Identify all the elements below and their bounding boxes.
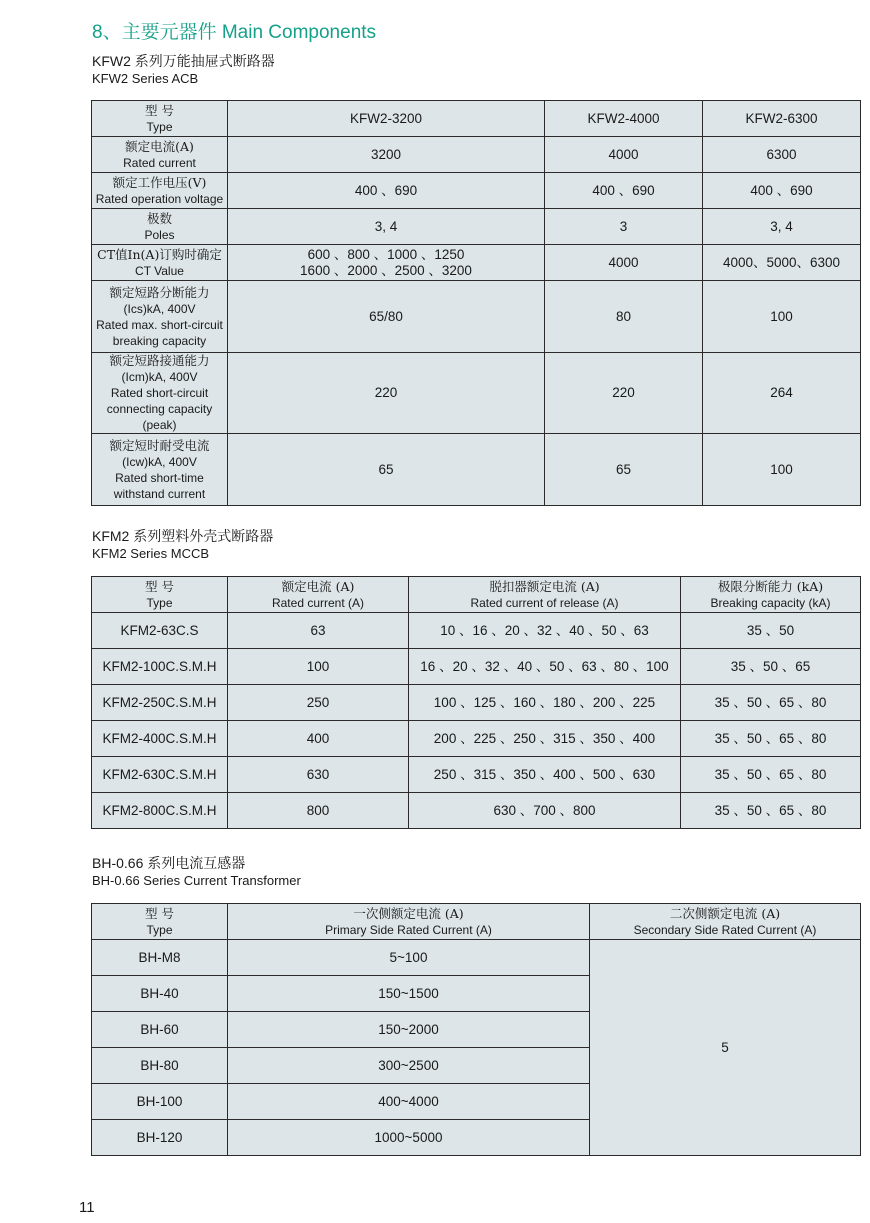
acb-row-label — [92, 209, 228, 245]
acb-value-cell: 264 — [703, 353, 861, 434]
mccb-header-en: Breaking capacity (kA) — [710, 595, 831, 610]
mccb-cell: KFM2-800C.S.M.H — [92, 793, 228, 829]
mccb-cell: 10 、16 、20 、32 、40 、50 、63 — [409, 613, 681, 649]
mccb-cell: 630 — [228, 757, 409, 793]
acb-value-cell: 4000 — [545, 245, 703, 281]
acb-value-cell: 400 、690 — [703, 173, 861, 209]
acb-value-cell: 80 — [545, 281, 703, 353]
ct-header-cn: 二次侧额定电流 (A) — [669, 905, 781, 921]
ct-section-title — [92, 855, 301, 889]
acb-row-label-cn: 额定电流(A) — [125, 138, 194, 154]
acb-model-header: KFW2-4000 — [545, 101, 703, 137]
acb-row-label — [92, 353, 228, 434]
acb-row — [92, 173, 861, 209]
acb-row-label-en: Rated operation voltage — [95, 191, 224, 206]
acb-value-cell: 65/80 — [228, 281, 545, 353]
mccb-cell: KFM2-250C.S.M.H — [92, 685, 228, 721]
acb-section-title — [92, 53, 275, 87]
acb-row-label — [92, 281, 228, 353]
mccb-cell: 16 、20 、32 、40 、50 、63 、80 、100 — [409, 649, 681, 685]
mccb-cell: 630 、700 、800 — [409, 793, 681, 829]
ct-secondary-cell: 5 — [590, 940, 861, 1156]
acb-title-cn: KFW2 系列万能抽屉式断路器 — [92, 53, 275, 69]
ct-type-cell: BH-M8 — [92, 940, 228, 976]
acb-row-label-en: connecting capacity (peak) — [106, 402, 213, 432]
ct-title-cn: BH-0.66 系列电流互感器 — [92, 855, 246, 871]
mccb-header-en: Rated current of release (A) — [470, 595, 619, 610]
mccb-header-row — [92, 577, 861, 613]
acb-type-header — [92, 101, 228, 137]
acb-row-label-en: Rated short-time — [115, 470, 204, 485]
mccb-cell: 250 、315 、350 、400 、500 、630 — [409, 757, 681, 793]
acb-value-cell: 220 — [545, 353, 703, 434]
acb-row-label-en: (Ics)kA, 400V — [123, 301, 196, 316]
mccb-cell: KFM2-630C.S.M.H — [92, 757, 228, 793]
ct-primary-cell: 1000~5000 — [228, 1120, 590, 1156]
acb-row-label-en: Poles — [144, 227, 175, 242]
acb-value-cell: 400 、690 — [228, 173, 545, 209]
acb-value-cell: 220 — [228, 353, 545, 434]
acb-row — [92, 434, 861, 506]
acb-row-label-cn: 额定短路接通能力 — [109, 353, 210, 368]
ct-row — [92, 940, 861, 976]
mccb-cell: 100 、125 、160 、180 、200 、225 — [409, 685, 681, 721]
mccb-header-en: Type — [146, 595, 173, 610]
acb-value-cell — [228, 245, 545, 281]
mccb-spec-table — [91, 576, 861, 829]
ct-header-en: Type — [146, 922, 173, 937]
acb-value-cell: 400 、690 — [545, 173, 703, 209]
acb-type-header-en: Type — [146, 119, 173, 134]
mccb-header-cell — [92, 577, 228, 613]
ct-primary-cell: 300~2500 — [228, 1048, 590, 1084]
mccb-cell: 35 、50 、65 、80 — [681, 685, 861, 721]
mccb-header-cell — [681, 577, 861, 613]
ct-primary-cell: 5~100 — [228, 940, 590, 976]
acb-spec-table — [91, 100, 861, 506]
acb-row-label — [92, 137, 228, 173]
acb-header-row — [92, 101, 861, 137]
mccb-cell: 200 、225 、250 、315 、350 、400 — [409, 721, 681, 757]
mccb-header-cn: 额定电流 (A) — [281, 578, 355, 594]
acb-value-cell: 3 — [545, 209, 703, 245]
acb-row-label-cn: CT值In(A)订购时确定 — [97, 246, 222, 262]
ct-spec-table — [91, 903, 861, 1156]
acb-row-label-en: Rated short-circuit — [110, 386, 209, 400]
acb-row — [92, 137, 861, 173]
ct-header-en: Primary Side Rated Current (A) — [325, 922, 492, 937]
ct-header-cn: 一次侧额定电流 (A) — [353, 905, 464, 921]
mccb-cell: KFM2-400C.S.M.H — [92, 721, 228, 757]
acb-row-label-en: (Icw)kA, 400V — [122, 454, 197, 469]
acb-row-label-en: Rated max. short-circuit — [96, 317, 223, 332]
mccb-cell: 35 、50 — [681, 613, 861, 649]
acb-value-cell: 100 — [703, 434, 861, 506]
acb-row-label-cn: 额定工作电压(V) — [112, 174, 207, 190]
mccb-row — [92, 757, 861, 793]
acb-value-cell: 65 — [545, 434, 703, 506]
acb-row-label-cn: 额定短路分断能力 — [109, 284, 210, 300]
mccb-header-cn: 脱扣器额定电流 (A) — [489, 578, 600, 594]
ct-header-cell — [590, 904, 861, 940]
ct-header-row — [92, 904, 861, 940]
mccb-title-cn: KFM2 系列塑料外壳式断路器 — [92, 528, 274, 544]
ct-title-en: BH-0.66 Series Current Transformer — [92, 873, 301, 888]
mccb-row — [92, 721, 861, 757]
ct-header-en: Secondary Side Rated Current (A) — [633, 922, 817, 937]
ct-type-cell: BH-80 — [92, 1048, 228, 1084]
ct-header-cn: 型 号 — [145, 905, 174, 921]
acb-value-cell: 3, 4 — [703, 209, 861, 245]
acb-model-header: KFW2-3200 — [228, 101, 545, 137]
ct-header-cell — [92, 904, 228, 940]
acb-value-cell: 4000、5000、6300 — [703, 245, 861, 281]
mccb-cell: KFM2-100C.S.M.H — [92, 649, 228, 685]
acb-row-label — [92, 245, 228, 281]
acb-value-cell: 65 — [228, 434, 545, 506]
mccb-row — [92, 793, 861, 829]
acb-value-cell: 4000 — [545, 137, 703, 173]
acb-value-cell: 3, 4 — [228, 209, 545, 245]
mccb-section-title — [92, 528, 273, 562]
mccb-row — [92, 685, 861, 721]
page-heading: 8、主要元器件 Main Components — [92, 22, 377, 43]
mccb-cell: 63 — [228, 613, 409, 649]
acb-row-label-en: withstand current — [113, 486, 206, 501]
acb-row-label — [92, 434, 228, 506]
acb-row — [92, 281, 861, 353]
mccb-row — [92, 613, 861, 649]
acb-model-header: KFW2-6300 — [703, 101, 861, 137]
acb-row-label-cn: 极数 — [146, 210, 172, 226]
mccb-title-en: KFM2 Series MCCB — [92, 546, 210, 561]
ct-type-cell: BH-60 — [92, 1012, 228, 1048]
acb-value-cell: 6300 — [703, 137, 861, 173]
mccb-cell: KFM2-63C.S — [92, 613, 228, 649]
ct-type-cell: BH-120 — [92, 1120, 228, 1156]
acb-value-cell: 100 — [703, 281, 861, 353]
mccb-cell: 35 、50 、65 、80 — [681, 793, 861, 829]
acb-type-header-cn: 型 号 — [145, 102, 174, 118]
mccb-header-en: Rated current (A) — [271, 595, 365, 610]
acb-value-line: 1600 、2000 、2500 、3200 — [300, 262, 472, 278]
ct-primary-cell: 150~1500 — [228, 976, 590, 1012]
acb-row-label-en: (Icm)kA, 400V — [121, 370, 198, 384]
mccb-header-cn: 极限分断能力 (kA) — [717, 578, 824, 594]
acb-row-label-en: breaking capacity — [112, 333, 207, 348]
ct-type-cell: BH-40 — [92, 976, 228, 1012]
acb-row — [92, 353, 861, 434]
ct-primary-cell: 150~2000 — [228, 1012, 590, 1048]
acb-title-en: KFW2 Series ACB — [92, 71, 199, 86]
acb-row-label-en: Rated current — [123, 155, 196, 170]
mccb-cell: 800 — [228, 793, 409, 829]
ct-type-cell: BH-100 — [92, 1084, 228, 1120]
mccb-row — [92, 649, 861, 685]
mccb-cell: 35 、50 、65 — [681, 649, 861, 685]
mccb-cell: 35 、50 、65 、80 — [681, 721, 861, 757]
mccb-cell: 400 — [228, 721, 409, 757]
acb-row — [92, 245, 861, 281]
mccb-header-cell — [409, 577, 681, 613]
page-number: 11 — [79, 1199, 95, 1216]
mccb-cell: 250 — [228, 685, 409, 721]
mccb-cell: 35 、50 、65 、80 — [681, 757, 861, 793]
ct-header-cell — [228, 904, 590, 940]
acb-row-label-cn: 额定短时耐受电流 — [109, 437, 210, 453]
ct-primary-cell: 400~4000 — [228, 1084, 590, 1120]
mccb-header-cell — [228, 577, 409, 613]
mccb-header-cn: 型 号 — [145, 578, 174, 594]
acb-value-cell: 3200 — [228, 137, 545, 173]
mccb-cell: 100 — [228, 649, 409, 685]
acb-row-label-en: CT Value — [135, 263, 184, 278]
acb-row-label — [92, 173, 228, 209]
acb-row — [92, 209, 861, 245]
acb-value-line: 600 、800 、1000 、1250 — [307, 246, 465, 262]
